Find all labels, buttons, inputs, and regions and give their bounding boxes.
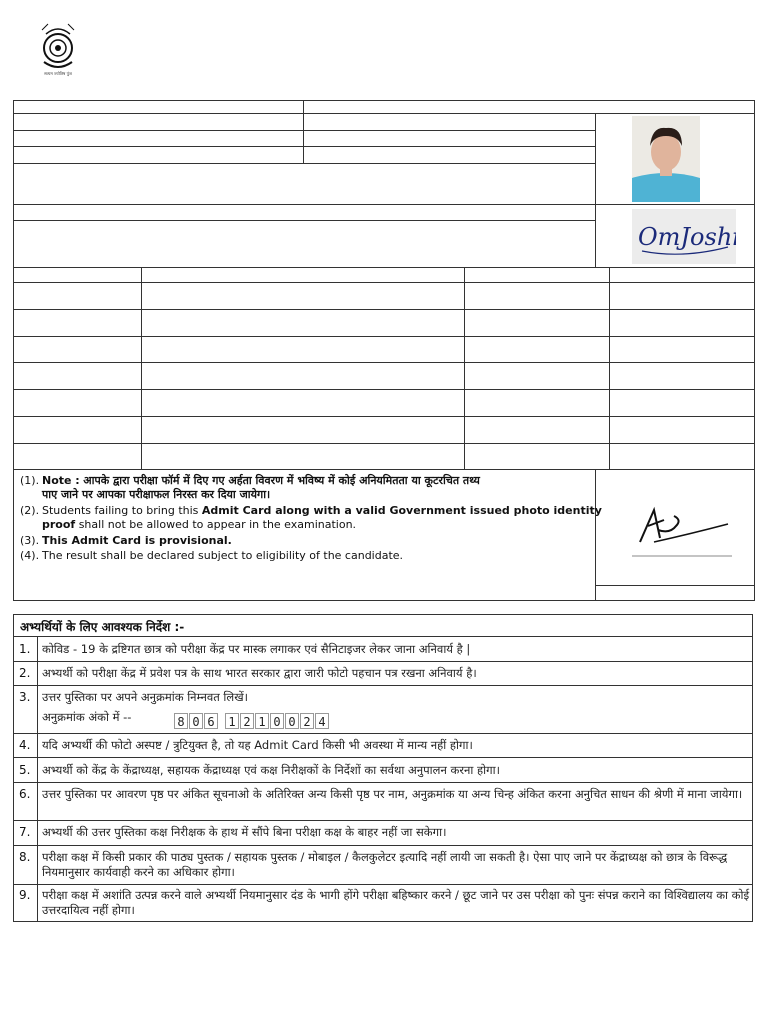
instruction-text: कोविड - 19 के द्रष्टिगत छात्र को परीक्षा केंद्र पर मास्क लगाकर एवं सैनिटाइजर लेकर जाना अनिवार्य है | xyxy=(42,642,471,656)
roll-digit: 0 xyxy=(270,713,284,729)
instruction-text: अभ्यर्थी को परीक्षा केंद्र में प्रवेश पत्र के साथ भारत सरकार द्वारा जारी फोटो पहचान पत्र रखना अनिवार्य है। xyxy=(42,666,477,680)
instruction-number: 3. xyxy=(19,690,31,704)
logo-caption: सत्यम ज्योतिष पुंज xyxy=(44,71,72,76)
instruction-text: उत्तर पुस्तिका पर आवरण पृष्ठ पर अंकित सूचनाओ के अतिरिक्त अन्य किसी पृष्ठ पर नाम, अनुक्रमांक या अन्य चिन्ह अंकित करना अनुचित साधन की श्रेणी में माना जायेगा। xyxy=(42,787,743,801)
instruction-number: 2. xyxy=(19,666,31,680)
instruction-number: 7. xyxy=(19,825,31,839)
note-4: (4). The result shall be declared subject to eligibility of the candidate. xyxy=(20,549,404,562)
roll-digit: 2 xyxy=(300,713,314,729)
instruction-text: अभ्यर्थी को केंद्र के केंद्राध्यक्ष, सहायक केंद्राध्यक्ष एवं कक्ष निरीक्षकों के निर्देशों का सर्वथा अनुपालन करना होगा। xyxy=(42,763,500,777)
roll-digit: 4 xyxy=(315,713,329,729)
instruction-text: उत्तर पुस्तिका पर अपने अनुक्रमांक निम्नवत लिखें। xyxy=(42,690,248,704)
instruction-number: 9. xyxy=(19,888,31,902)
roll-number-label: अनुक्रमांक अंको में -- xyxy=(42,710,132,724)
candidate-photo xyxy=(632,116,700,202)
instruction-number: 8. xyxy=(19,850,31,864)
instruction-text: यदि अभ्यर्थी की फोटो अस्पष्ट / त्रुटियुक्त है, तो यह Admit Card किसी भी अवस्था में मान्य नहीं होगा। xyxy=(42,738,473,752)
svg-text:OmJoshi: OmJoshi xyxy=(638,223,736,251)
note-3: (3). This Admit Card is provisional. xyxy=(20,534,232,547)
instruction-text: अभ्यर्थी की उत्तर पुस्तिका कक्ष निरीक्षक के हाथ में सौंपे बिना परीक्षा कक्ष के बाहर नहीं जा सकेगा। xyxy=(42,825,447,839)
note-2-cont: proof shall not be allowed to appear in the examination. xyxy=(42,518,357,531)
roll-number-boxes xyxy=(174,711,330,730)
instruction-number: 1. xyxy=(19,642,31,656)
note-1-cont: पाए जाने पर आपका परीक्षाफल निरस्त कर दिया जायेगा। xyxy=(42,488,271,501)
roll-digit: 6 xyxy=(204,713,218,729)
candidate-signature xyxy=(632,209,736,264)
roll-digit: 2 xyxy=(240,713,254,729)
instruction-number: 4. xyxy=(19,738,31,752)
instruction-number: 5. xyxy=(19,763,31,777)
subject-table xyxy=(13,267,755,470)
roll-digit: 0 xyxy=(189,713,203,729)
roll-digit: 1 xyxy=(255,713,269,729)
instruction-text: परीक्षा कक्ष में किसी प्रकार की पाठ्य पुस्तक / सहायक पुस्तक / मोबाइल / कैलकुलेटर इत्यादि नहीं लायी जा सकती है। ऐसा पाए जाने पर केंद्राध्यक्ष को छात्र के विरूद्ध नियमानुसार कार्यवाही करने का अधिकार होगा। xyxy=(42,850,728,879)
note-1: (1). Note : आपके द्वारा परीक्षा फॉर्म में दिए गए अर्हता विवरण में भविष्य में कोई अनियमितता या कूटरचित तथ्य xyxy=(20,474,480,487)
note-2: (2). Students failing to bring this Admit Card along with a valid Government issued photo identity xyxy=(20,504,602,517)
instruction-number: 6. xyxy=(19,787,31,801)
roll-digit: 0 xyxy=(285,713,299,729)
instruction-text: परीक्षा कक्ष में अशांति उत्पन्न करने वाले अभ्यर्थी नियमानुसार दंड के भागी होंगे परीक्षा बहिष्कार करने / छूट जाने पर उस परीक्षा को पुनः संपन्न कराने का विश्विद्यालय का कोई उत्तरदायित्व नहीं होगा। xyxy=(42,888,750,917)
roll-digit: 8 xyxy=(174,713,188,729)
instructions-title: अभ्यर्थियों के लिए आवश्यक निर्देश :- xyxy=(20,620,185,634)
roll-digit: 1 xyxy=(225,713,239,729)
controller-signature xyxy=(630,490,734,560)
